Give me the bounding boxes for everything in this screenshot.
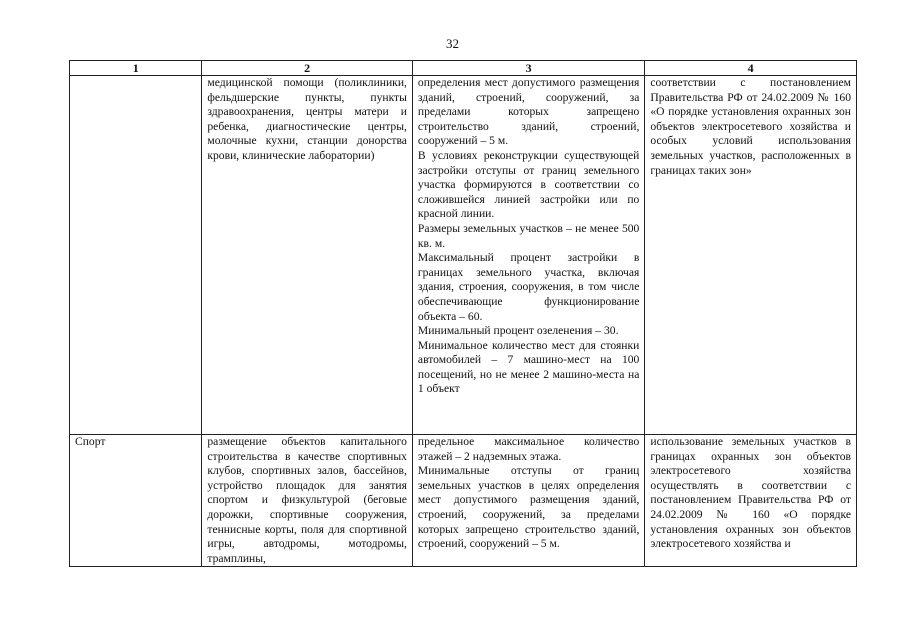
column-header-2: 2 xyxy=(202,61,413,76)
cell-permitted-use xyxy=(202,76,413,435)
cell-parameters xyxy=(412,76,644,435)
paragraph: медицинской помощи (поликлиники, фельдшерские пункты, пункты здравоохранения, центры матери и ребенка, диагностические центры, молочные кухни, станции донорства крови, клинические лаборатории) xyxy=(207,76,407,162)
table-row xyxy=(70,76,857,435)
cell-use-type xyxy=(70,76,202,435)
cell-restrictions xyxy=(645,435,857,567)
cell-use-type: Спорт xyxy=(70,435,202,567)
column-header-3: 3 xyxy=(412,61,644,76)
column-header-1: 1 xyxy=(70,61,202,76)
paragraph: размещение объектов капитального строительства в качестве спортивных клубов, спортивных залов, бассейнов, устройство площадок для занятия спортом и физкультурой (беговые дорожки, спортивные сооружения, теннисные корты, поля для спортивной игры, автодромы, мотодромы, трамплины, xyxy=(207,435,407,565)
paragraph: Максимальный процент застройки в границах земельного участка, включая здания, строения, сооружения, в том числе обеспечивающие функционирование объекта – 60. xyxy=(417,251,640,323)
paragraph: определения мест допустимого размещения зданий, строений, сооружений, за пределами которых запрещено строительство зданий, строений, сооружений – 5 м. xyxy=(417,76,640,148)
paragraph: Минимальное количество мест для стоянки автомобилей – 7 машино-мест на 100 посещений, но не менее 2 машино-места на 1 объект xyxy=(417,338,640,396)
paragraph: Минимальные отступы от границ земельных участков в целях определения мест допустимого размещения зданий, строений, сооружений, за пределами которых запрещено строительство зданий, строений, сооружений – 5 м. xyxy=(417,464,640,551)
table-header-row xyxy=(70,61,857,76)
cell-parameters xyxy=(412,435,644,567)
cell-permitted-use xyxy=(202,435,413,567)
paragraph: В условиях реконструкции существующей застройки отступы от границ земельного участка формируются в соответствии со сложившейся линией застройки или по красной линии. xyxy=(417,148,640,221)
page-number: 32 xyxy=(446,36,459,51)
column-header-4: 4 xyxy=(645,61,857,76)
paragraph: Размеры земельных участков – не менее 500 кв. м. xyxy=(417,221,640,250)
paragraph: соответствии с постановлением Правительства РФ от 24.02.2009 № 160 «О порядке установления охранных зон объектов электросетевого хозяйства и особых условий использования земельных участков, расположенных в границах таких зон» xyxy=(650,76,851,177)
regulations-table xyxy=(69,60,857,567)
table-row xyxy=(70,435,857,567)
paragraph: предельное максимальное количество этажей – 2 надземных этажа. xyxy=(417,435,640,463)
paragraph: Минимальный процент озеленения – 30. xyxy=(417,324,619,338)
cell-restrictions xyxy=(645,76,857,435)
paragraph: использование земельных участков в границах охранных зон объектов электросетевого хозяйства осуществлять в соответствии с постановлением Правительства РФ от 24.02.2009 № 160 «О порядке установления охранных зон объектов электросетевого хозяйства и xyxy=(650,435,851,551)
